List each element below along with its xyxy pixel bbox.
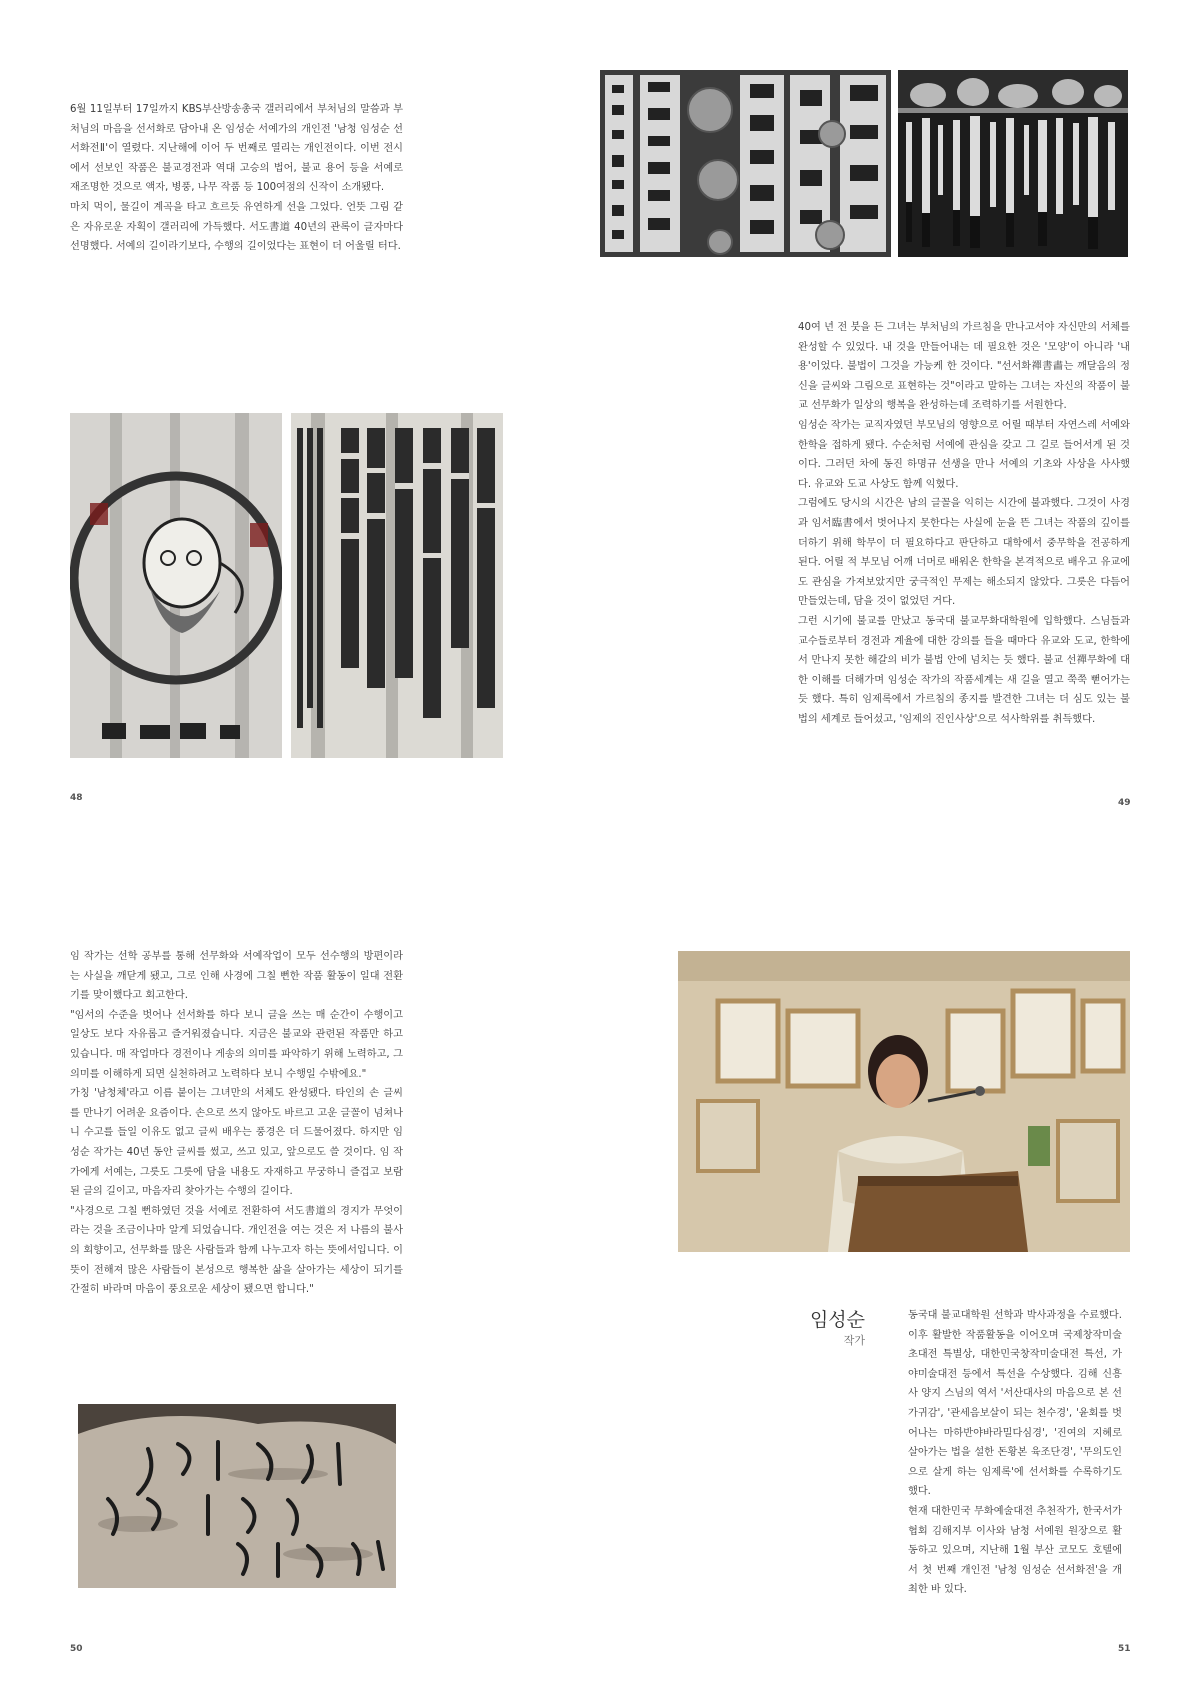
page-number-49: 49 [1118,798,1131,808]
right-paragraph-3: 그럼에도 당시의 시간은 남의 글꼴을 익히는 시간에 불과했다. 그것이 사경과 임서臨書에서 벗어나지 못한다는 사실에 눈을 뜬 그녀는 작품의 깊이를 더하기 위해 학무이 더 필요하다고 판단하고 대학에서 중무학을 전공하게 된다. 어릴 적 부모님 어깨 너머로 배워온 한학을 본격적으로 배우고 유교에도 관심을 가져보았지만 궁극적인 무제는 해소되지 않았다. 그릇은 다듬어 만들었는데, 담을 것이 없었던 거다. [798,498,1130,608]
bottom-paragraph-1: 임 작가는 선학 공부를 통해 선무화와 서예작업이 모두 선수행의 방편이라는 사실을 깨닫게 됐고, 그로 인해 사경에 그칠 뻔한 작품 활동이 일대 전환기를 맞이했다고 회고한다. [70,951,403,1002]
photo-monk-painting [70,413,282,758]
profile-role: 작가 [843,1334,865,1347]
bottom-left-text [70,947,403,1300]
right-text [798,318,1130,729]
profile-name: 임성순 [809,1309,865,1331]
photo-wood-calligraphy [78,1404,396,1588]
bottom-paragraph-4: "사경으로 그칠 뻔하였던 것을 서예로 전환하여 서도書道의 경지가 무엇이라는 것을 조금이나마 알게 되었습니다. 개인전을 여는 것은 저 나름의 불사의 회향이고, 선무화를 많은 사람들과 함께 나누고자 하는 뜻에서입니다. 이 뜻이 전해져 많은 사람들이 본성으로 행복한 삶을 살아가는 세상이 되기를 간절히 바라며 마음이 풍요로운 세상이 됐으면 합니다." [70,1205,403,1296]
right-paragraph-1: 40여 년 전 붓을 든 그녀는 부처님의 가르침을 만나고서야 자신만의 서체를 완성할 수 있었다. 내 것을 만들어내는 데 필요한 것은 '모양'이 아니라 '내용'이었다. 불법이 그것을 가능케 한 것이다. "선서화禪書畵는 깨달음의 정신을 글씨와 그림으로 표현하는 것"이라고 말하는 그녀는 자신의 작품이 불교 선무화가 일상의 행복을 완성하는데 조력하기를 서원한다. [798,322,1130,412]
photo-calligraphy-wall [600,70,891,257]
intro-paragraph-1: 6월 11일부터 17일까지 KBS부산방송총국 갤러리에서 부처님의 말씀과 부처님의 마음을 선서화로 담아내 온 임성순 서예가의 개인전 '남청 임성순 선서화전Ⅱ'이 열렸다. 지난해에 이어 두 번째로 열리는 개인전이다. 이번 전시에서 선보인 작품은 불교경전과 역대 고승의 법어, 불교 용어 등을 서예로 재조명한 것으로 액자, 병풍, 나무 작품 등 100여점의 신작이 소개됐다. [70,104,403,194]
photo-artist-speaking [678,951,1130,1252]
photo-brushes-shelf [898,70,1128,257]
right-paragraph-4: 그런 시기에 불교를 만났고 동국대 불교무화대학원에 입학했다. 스님들과 교수들로부터 경전과 계율에 대한 강의를 들을 때마다 유교와 도교, 한학에서 만나지 못한 해갈의 비가 불법 안에 넘치는 듯 했다. 불교 선禪무화에 대한 이해를 더해가며 임성순 작가의 작품세계는 새 길을 열고 쭉쭉 뻗어가는 듯 했다. 특히 임제록에서 가르침의 종지를 발견한 그녀는 더 심도 있는 불법의 세계로 들어섰고, '임제의 진인사상'으로 석사학위를 취득했다. [798,615,1130,725]
intro-paragraph-2: 마치 먹이, 물길이 계곡을 타고 흐르듯 유연하게 선을 그었다. 언뜻 그림 같은 자유로운 자획이 갤러리에 가득했다. 서도書道 40년의 관록이 글자마다 선명했다. 서예의 길이라기보다, 수행의 길이었다는 표현이 더 어울릴 터다. [70,201,403,253]
bottom-paragraph-2: "임서의 수준을 벗어나 선서화를 하다 보니 글을 쓰는 매 순간이 수행이고 일상도 보다 자유롭고 즐거워졌습니다. 지금은 불교와 관련된 작품만 하고 있습니다. 매 작업마다 경전이나 게송의 의미를 파악하기 위해 노력하고, 그 의미를 이해하게 되면 실천하려고 노력하다 보니 수행일 수밖에요." [70,1009,403,1080]
page-number-51: 51 [1118,1644,1131,1654]
photo-calligraphy-scroll [291,413,503,758]
profile-paragraph-2: 현재 대한민국 무화예술대전 추천작가, 한국서가협회 김해지부 이사와 남청 서예원 원장으로 활동하고 있으며, 지난해 1월 부산 코모도 호텔에서 첫 번째 개인전 '남청 임성순 선서화전'을 개최한 바 있다. [908,1505,1122,1596]
page-number-48: 48 [70,793,83,803]
right-paragraph-2: 임성순 작가는 교직자였던 부모님의 영향으로 어릴 때부터 자연스레 서예와 한학을 접하게 됐다. 수순처럼 서예에 관심을 갖고 그 길로 들어서게 된 것이다. 그러던 차에 동진 하명규 선생을 만나 서예의 기초와 사상을 사사했다. 유교와 도교 사상도 함께 익혔다. [798,419,1130,490]
profile-bio [908,1306,1122,1600]
profile-paragraph-1: 동국대 불교대학원 선학과 박사과정을 수료했다. 이후 활발한 작품활동을 이어오며 국제창작미술초대전 특별상, 대한민국창작미술대전 특선, 가야미술대전 등에서 특선을 수상했다. 김해 신흥사 양지 스님의 역서 '서산대사의 마음으로 본 선가귀감', '관세음보살이 되는 천수경', '윤회를 벗어나는 마하반야바라밀다심경', '진여의 지혜로 살아가는 법을 설한 돈황본 육조단경', '무의도인으로 살게 하는 임제록'에 선서화를 수록하기도 했다. [908,1310,1122,1498]
page-number-50: 50 [70,1644,83,1654]
intro-text [70,100,403,257]
bottom-paragraph-3: 가칭 '남청체'라고 이름 붙이는 그녀만의 서체도 완성됐다. 타인의 손 글씨를 만나기 어려운 요즘이다. 손으로 쓰지 않아도 바르고 고운 글꼴이 넘쳐나니 수고를 들일 이유도 없고 글씨 배우는 풍경은 더 드물어졌다. 하지만 임성순 작가는 40년 동안 글씨를 썼고, 쓰고 있고, 앞으로도 쓸 것이다. 임 작가에게 서예는, 그릇도 그릇에 담을 내용도 자재하고 무궁하니 즐겁고 보람된 글의 길이고, 마음자리 찾아가는 수행의 길이다. [70,1088,403,1198]
